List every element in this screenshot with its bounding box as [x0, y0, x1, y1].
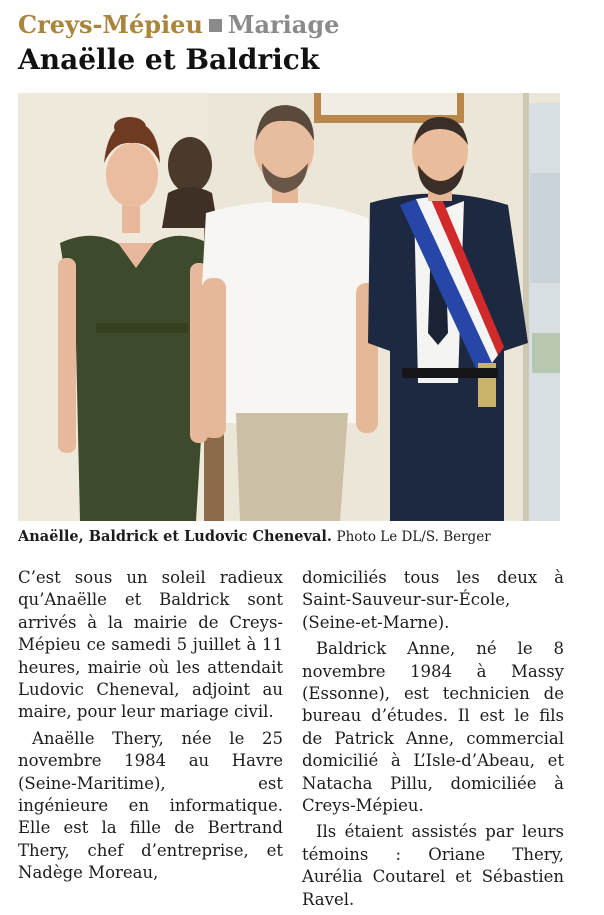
kicker — [18, 8, 339, 42]
article-paragraph: domiciliés tous les deux à Saint-Sauveur-sur-École, (Seine-et-Marne). — [302, 568, 564, 632]
kicker-place: Creys-Mépieu — [18, 10, 203, 39]
kicker-square-icon — [209, 19, 222, 32]
caption-main: Anaëlle, Baldrick et Ludovic Cheneval. — [18, 528, 332, 545]
photo-caption — [18, 526, 588, 548]
article-paragraph: Baldrick Anne, né le 8 novembre 1984 à Massy (Essonne), est technicien de bureau d’études. Il est le fils de Patrick Anne, commercial domicilié à L’Isle-d’Abeau, et Natacha Pillu, domiciliée à Creys-Mépieu. — [302, 639, 564, 816]
caption-credit: Photo Le DL/S. Berger — [336, 529, 491, 545]
article-paragraph: Anaëlle Thery, née le 25 novembre 1984 au Havre (Seine-Maritime), est ingénieure en informatique. Elle est la fille de Bertrand Thery, chef d’entreprise, et Nadège Moreau, — [18, 728, 283, 883]
article-column-right — [302, 567, 564, 915]
headline: Anaëlle et Baldrick — [18, 43, 320, 76]
article-paragraph: C’est sous un soleil radieux qu’Anaëlle et Baldrick sont arrivés à la mairie de Creys-Mépieu ce samedi 5 juillet à 11 heures, mairie où les attendait Ludovic Cheneval, adjoint au maire, pour leur mariage civil. — [18, 568, 283, 722]
wedding-photo — [18, 93, 560, 521]
article-paragraph: Ils étaient assistés par leurs témoins : Oriane Thery, Aurélia Coutarel et Sébastien Ravel. — [302, 822, 564, 909]
kicker-rubric: Mariage — [227, 10, 340, 39]
article-column-left — [18, 567, 283, 889]
